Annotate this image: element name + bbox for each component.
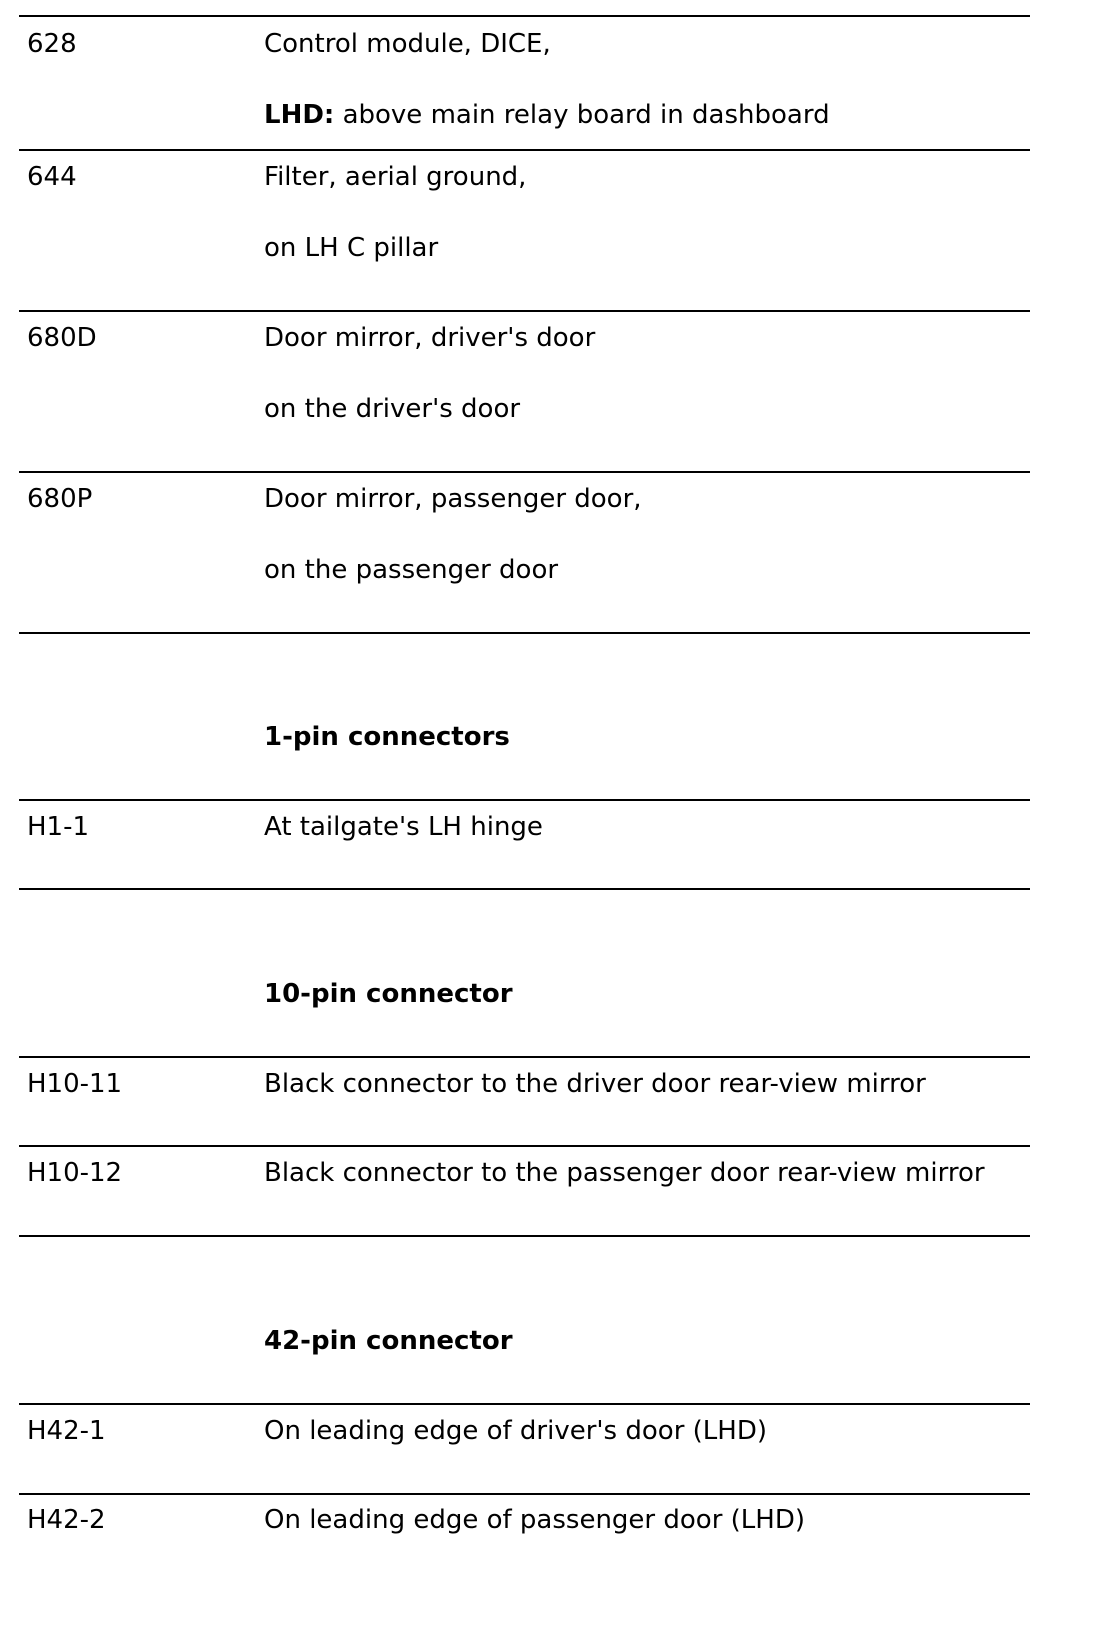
component-location (264, 99, 830, 131)
component-description: Control module, DICE, (264, 29, 551, 59)
table-rule (19, 471, 1030, 473)
component-description: Filter, aerial ground, (264, 162, 527, 192)
connector-description: Black connector to the driver door rear-view mirror (264, 1069, 926, 1099)
connector-code: H10-11 (27, 1069, 123, 1099)
connector-description: On leading edge of driver's door (LHD) (264, 1416, 767, 1446)
table-rule (19, 888, 1030, 890)
connector-description: Black connector to the passenger door rear-view mirror (264, 1158, 985, 1188)
connector-code: H1-1 (27, 812, 90, 842)
section-heading: 42-pin connector (264, 1326, 513, 1356)
table-rule (19, 149, 1030, 151)
connector-code: H10-12 (27, 1158, 123, 1188)
connector-code: H42-2 (27, 1505, 106, 1535)
component-code: 644 (27, 162, 77, 192)
table-rule (19, 1403, 1030, 1405)
table-rule (19, 15, 1030, 17)
component-code: 680P (27, 484, 93, 514)
component-location: on the driver's door (264, 394, 521, 424)
connector-code: H42-1 (27, 1416, 106, 1446)
location-prefix: LHD: (264, 100, 335, 130)
table-rule (19, 1235, 1030, 1237)
component-location: on the passenger door (264, 555, 559, 585)
table-rule (19, 1056, 1030, 1058)
table-rule (19, 632, 1030, 634)
location-text: above main relay board in dashboard (334, 100, 830, 130)
component-code: 680D (27, 323, 97, 353)
section-heading: 1-pin connectors (264, 722, 510, 752)
connector-description: On leading edge of passenger door (LHD) (264, 1505, 805, 1535)
table-rule (19, 799, 1030, 801)
table-rule (19, 1493, 1030, 1495)
connector-description: At tailgate's LH hinge (264, 812, 543, 842)
component-description: Door mirror, driver's door (264, 323, 596, 353)
component-code: 628 (27, 29, 77, 59)
component-location: on LH C pillar (264, 233, 439, 263)
table-rule (19, 310, 1030, 312)
component-description: Door mirror, passenger door, (264, 484, 642, 514)
section-heading: 10-pin connector (264, 979, 513, 1009)
table-rule (19, 1145, 1030, 1147)
